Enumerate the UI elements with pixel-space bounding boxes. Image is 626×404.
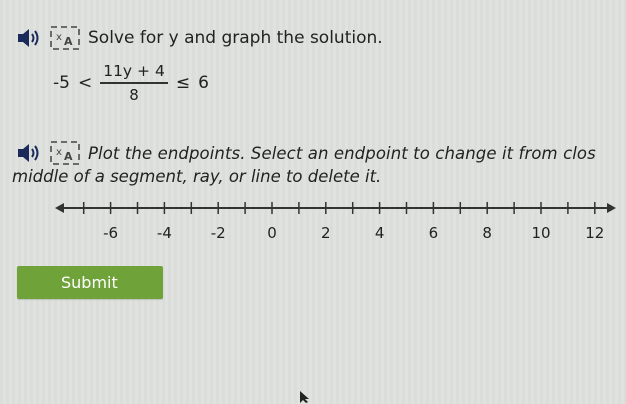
number-line-group[interactable] xyxy=(55,202,616,242)
left-arrow-icon xyxy=(55,203,64,213)
prompt-1 xyxy=(16,26,383,50)
fraction-numerator: 11y + 4 xyxy=(103,62,165,80)
tick-label: -4 xyxy=(156,224,172,242)
instruction-text-line2: middle of a segment, ray, or line to delete it. xyxy=(12,167,382,186)
instruction-text-line1: Plot the endpoints. Select an endpoint to change it from clos xyxy=(88,143,596,163)
tick-label: 12 xyxy=(585,224,605,242)
fraction-denominator: 8 xyxy=(129,85,139,104)
inequality-right: 6 xyxy=(198,72,209,93)
inequality xyxy=(53,62,209,104)
tick-label: 6 xyxy=(428,224,439,242)
right-arrow-icon xyxy=(607,203,616,213)
svg-text:x: x xyxy=(56,147,62,158)
fraction xyxy=(100,62,168,104)
cursor-icon xyxy=(299,390,313,404)
tick-label: 8 xyxy=(482,224,492,242)
tick-label: -6 xyxy=(103,224,119,242)
instruction-text: Solve for y and graph the solution. xyxy=(88,28,383,48)
prompt-2 xyxy=(16,141,596,165)
translate-icon[interactable] xyxy=(50,26,80,50)
tick-label: 4 xyxy=(374,224,385,242)
inequality-rel1: < xyxy=(77,72,93,93)
tick-label: 10 xyxy=(531,224,551,242)
inequality-rel2: ≤ xyxy=(175,72,191,93)
number-line[interactable] xyxy=(0,195,626,255)
translate-icon[interactable] xyxy=(50,141,80,165)
speaker-icon[interactable] xyxy=(16,27,42,49)
svg-text:A: A xyxy=(64,35,73,48)
tick-label: 0 xyxy=(267,224,277,242)
inequality-left: -5 xyxy=(53,72,70,93)
tick-label: -2 xyxy=(210,224,226,242)
submit-button[interactable]: Submit xyxy=(17,266,163,299)
speaker-icon[interactable] xyxy=(16,142,42,164)
svg-text:A: A xyxy=(64,150,73,163)
tick-label: 2 xyxy=(321,224,331,242)
svg-text:x: x xyxy=(56,32,62,43)
